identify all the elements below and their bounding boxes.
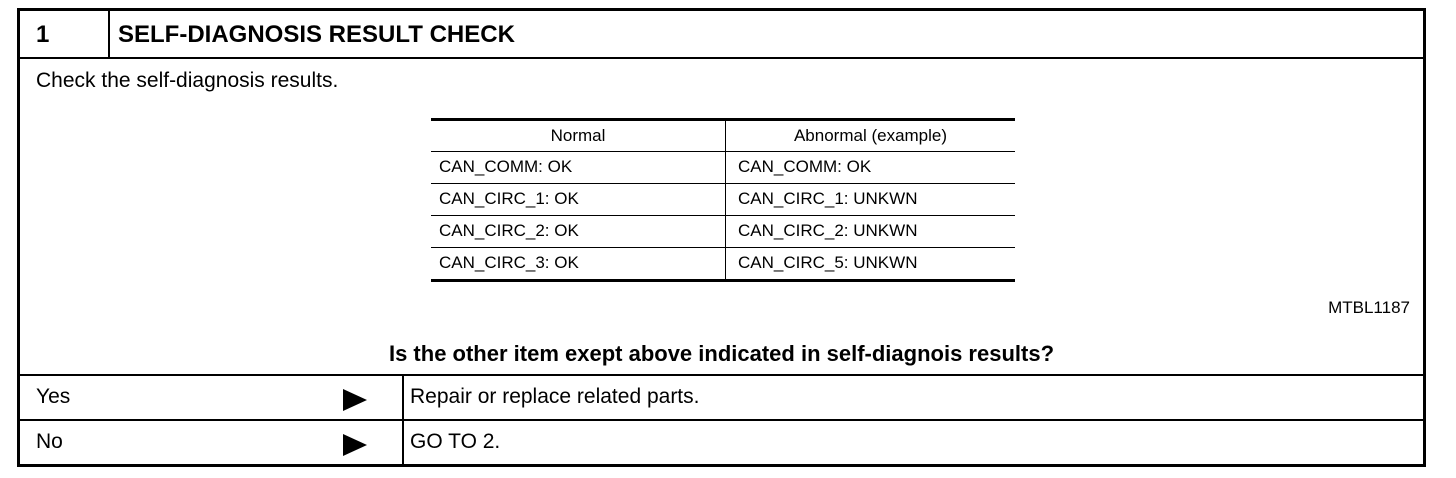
table-cell: CAN_CIRC_1: UNKWN [725, 184, 1015, 215]
answer-row-no [20, 419, 1423, 464]
answer-row-yes [20, 374, 1423, 419]
table-cell: CAN_CIRC_1: OK [439, 189, 579, 208]
table-row [431, 152, 1015, 184]
step-number-cell [20, 11, 110, 57]
step-header [20, 11, 1423, 59]
table-header-row [431, 121, 1015, 152]
answer-divider [402, 421, 404, 464]
column-header-abnormal: Abnormal (example) [725, 121, 1015, 151]
table-row [431, 184, 1015, 216]
table-cell: CAN_COMM: OK [725, 152, 1015, 183]
table-cell: CAN_CIRC_3: OK [439, 253, 579, 272]
right-arrow-icon [343, 434, 367, 456]
table-cell: CAN_CIRC_2: UNKWN [725, 216, 1015, 247]
column-header-normal: Normal [550, 126, 606, 145]
instruction-text: Check the self-diagnosis results. [36, 69, 339, 92]
table-cell: CAN_CIRC_5: UNKWN [725, 248, 1015, 279]
answer-action-yes: Repair or replace related parts. [410, 385, 700, 408]
diagnostic-question: Is the other item exept above indicated in self-diagnois results? [388, 341, 1055, 366]
right-arrow-icon [343, 389, 367, 411]
table-cell: CAN_COMM: OK [439, 157, 573, 176]
step-title: SELF-DIAGNOSIS RESULT CHECK [118, 21, 515, 48]
step-number: 1 [36, 21, 50, 48]
results-table [431, 118, 1015, 282]
answer-label-yes: Yes [36, 385, 71, 408]
table-cell: CAN_CIRC_2: OK [439, 221, 579, 240]
table-row [431, 216, 1015, 248]
diagnostic-step-frame [17, 8, 1426, 467]
answer-action-no: GO TO 2. [410, 430, 501, 453]
figure-id: MTBL1187 [1328, 298, 1410, 317]
table-row [431, 248, 1015, 279]
answer-divider [402, 376, 404, 419]
answer-label-no: No [36, 430, 63, 453]
